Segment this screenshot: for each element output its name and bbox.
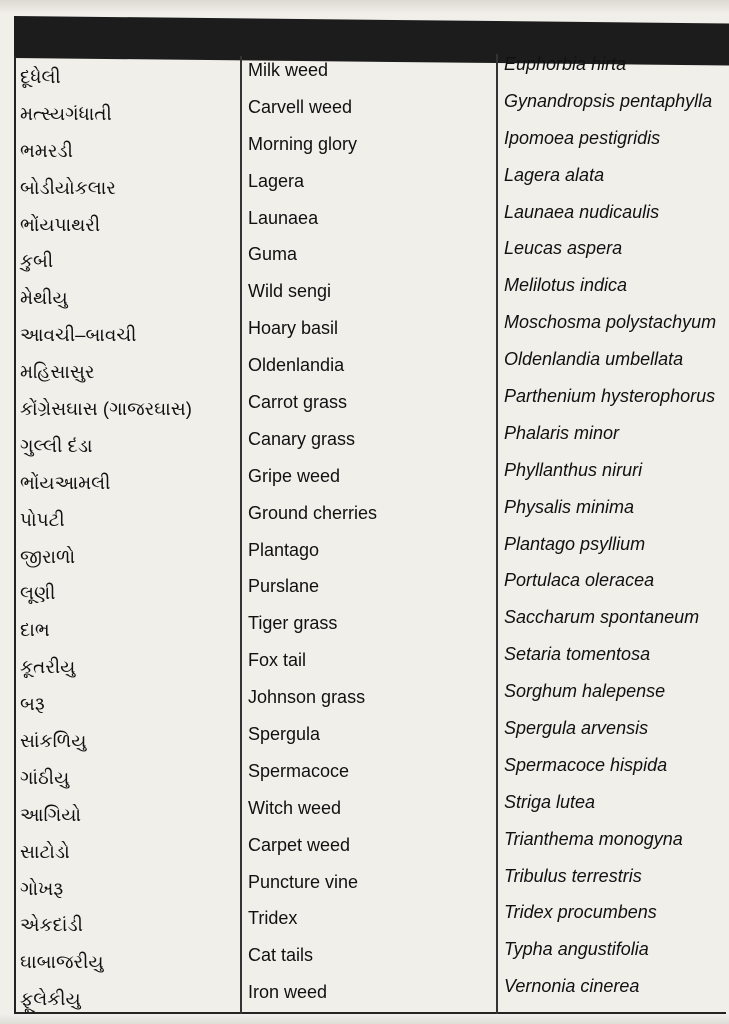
- gujarati-name: લૂણી: [20, 582, 56, 604]
- gujarati-name: ભમરડી: [20, 139, 73, 161]
- common-name: Purslane: [248, 576, 320, 597]
- scientific-name: Ipomoea pestigridis: [504, 127, 661, 148]
- scientific-name: Tridex procumbens: [504, 902, 657, 923]
- table-row: [14, 607, 726, 644]
- table-row: [14, 829, 726, 866]
- gujarati-name: આવચી–બાવચી: [20, 324, 137, 346]
- page-bottom-shadow: [0, 1014, 729, 1024]
- gujarati-name: ભોંયપાથરી: [20, 213, 101, 235]
- common-name: Ground cherries: [248, 502, 378, 523]
- gujarati-name: ઘાબાજરીયુ: [20, 951, 104, 973]
- gujarati-name: પોપટી: [20, 508, 65, 530]
- scientific-name: Spermacoce hispida: [504, 754, 668, 775]
- common-name: Cat tails: [248, 945, 314, 966]
- scientific-name: Plantago psyllium: [504, 533, 646, 554]
- common-name: Spergula: [248, 724, 321, 745]
- table-row: [14, 202, 726, 239]
- table-row: [14, 570, 726, 607]
- table-row: [14, 644, 726, 681]
- scientific-name: Portulaca oleracea: [504, 570, 655, 591]
- scientific-name: Spergula arvensis: [504, 718, 649, 739]
- table-row: [14, 902, 726, 939]
- common-name: Oldenlandia: [248, 355, 345, 376]
- table-row: [14, 460, 726, 497]
- scientific-name: Sorghum halepense: [504, 681, 666, 702]
- scientific-name: Gynandropsis pentaphylla: [504, 90, 713, 111]
- table-row: [14, 534, 726, 571]
- table-row: [14, 423, 726, 460]
- common-name: Hoary basil: [248, 318, 339, 339]
- common-name: Fox tail: [248, 650, 307, 671]
- scientific-name: Parthenium hysterophorus: [504, 386, 716, 407]
- scientific-name: Moschosma polystachyum: [504, 312, 717, 333]
- scientific-name: Euphorbia hirta: [504, 54, 627, 74]
- table-row: [14, 497, 726, 534]
- common-name: Carpet weed: [248, 834, 351, 855]
- common-name: Gripe weed: [248, 465, 341, 486]
- table-row: [14, 792, 726, 829]
- table-row: [14, 275, 726, 312]
- common-name: Lagera: [248, 170, 305, 191]
- gujarati-name: ગોખરૂ: [20, 877, 64, 899]
- gujarati-name: બોડીયોકલાર: [20, 176, 116, 198]
- gujarati-name: મેથીયુ: [20, 287, 68, 309]
- common-name: Milk weed: [248, 60, 329, 80]
- scientific-name: Saccharum spontaneum: [504, 607, 700, 628]
- table-row: [14, 312, 726, 349]
- table-row: [14, 755, 726, 792]
- gujarati-name: મહિસાસુર: [20, 361, 95, 383]
- gujarati-name: કુબી: [20, 250, 54, 272]
- table-row: [14, 681, 726, 718]
- scientific-name: Setaria tomentosa: [504, 644, 651, 665]
- gujarati-name: દાભ: [20, 619, 50, 641]
- scientific-name: Oldenlandia umbellata: [504, 349, 684, 370]
- common-name: Canary grass: [248, 428, 356, 449]
- common-name: Morning glory: [248, 133, 358, 154]
- common-name: Spermacoce: [248, 760, 350, 781]
- scientific-name: Phyllanthus niruri: [504, 459, 643, 480]
- common-name: Puncture vine: [248, 871, 359, 892]
- common-name: Wild sengi: [248, 281, 332, 302]
- gujarati-name: દૂધેલી: [20, 66, 61, 87]
- gujarati-name: ફૂલેકીયુ: [20, 988, 81, 1010]
- gujarati-name: ગાંઠીયુ: [20, 766, 70, 788]
- page-top-edge: [0, 0, 729, 14]
- scientific-name: Typha angustifolia: [504, 939, 649, 960]
- gujarati-name: સાટોડો: [20, 840, 70, 862]
- gujarati-name: ભોંયઆમલી: [20, 471, 111, 493]
- gujarati-name: જીરાળો: [20, 545, 76, 567]
- table-row: [14, 866, 726, 903]
- table-row: [14, 939, 726, 976]
- table-row: [14, 386, 726, 423]
- scientific-name: Physalis minima: [504, 496, 635, 517]
- common-name: Launaea: [248, 207, 319, 228]
- gujarati-name: કોંગ્રેસઘાસ (ગાજરઘાસ): [20, 398, 192, 420]
- gujarati-name: એકદાંડી: [20, 914, 83, 936]
- scientific-name: Tribulus terrestris: [504, 865, 642, 886]
- common-name: Plantago: [248, 539, 320, 560]
- common-name: Tridex: [248, 908, 298, 929]
- table-row: [14, 128, 726, 165]
- common-name: Iron weed: [248, 982, 328, 1003]
- table-row: [14, 976, 726, 1013]
- table-row: [14, 349, 726, 386]
- scientific-name: Lagera alata: [504, 164, 605, 185]
- table-row: [14, 718, 726, 755]
- table-row: [14, 238, 726, 275]
- gujarati-name: બરૂ: [20, 693, 45, 715]
- common-name: Carrot grass: [248, 392, 348, 413]
- common-name: Guma: [248, 244, 298, 265]
- scientific-name: Vernonia cinerea: [504, 976, 640, 997]
- table-row: [14, 54, 726, 91]
- table-row: [14, 165, 726, 202]
- common-name: Witch weed: [248, 797, 342, 818]
- gujarati-name: કૂતરીયુ: [20, 656, 76, 678]
- scientific-name: Melilotus indica: [504, 275, 628, 296]
- common-name: Carvell weed: [248, 96, 353, 117]
- scientific-name: Launaea nudicaulis: [504, 201, 660, 222]
- gujarati-name: સાંકળિયુ: [20, 730, 87, 752]
- common-name: Tiger grass: [248, 613, 338, 634]
- weed-table: [14, 54, 726, 1013]
- table-row: [14, 91, 726, 128]
- gujarati-name: મત્સ્યગંધાતી: [20, 102, 112, 124]
- scientific-name: Striga lutea: [504, 791, 596, 812]
- gujarati-name: આગિયો: [20, 803, 81, 825]
- scientific-name: Phalaris minor: [504, 422, 620, 443]
- scientific-name: Leucas aspera: [504, 238, 623, 259]
- common-name: Johnson grass: [248, 687, 366, 708]
- scientific-name: Trianthema monogyna: [504, 828, 683, 849]
- gujarati-name: ગુલ્લી દંડા: [20, 434, 93, 456]
